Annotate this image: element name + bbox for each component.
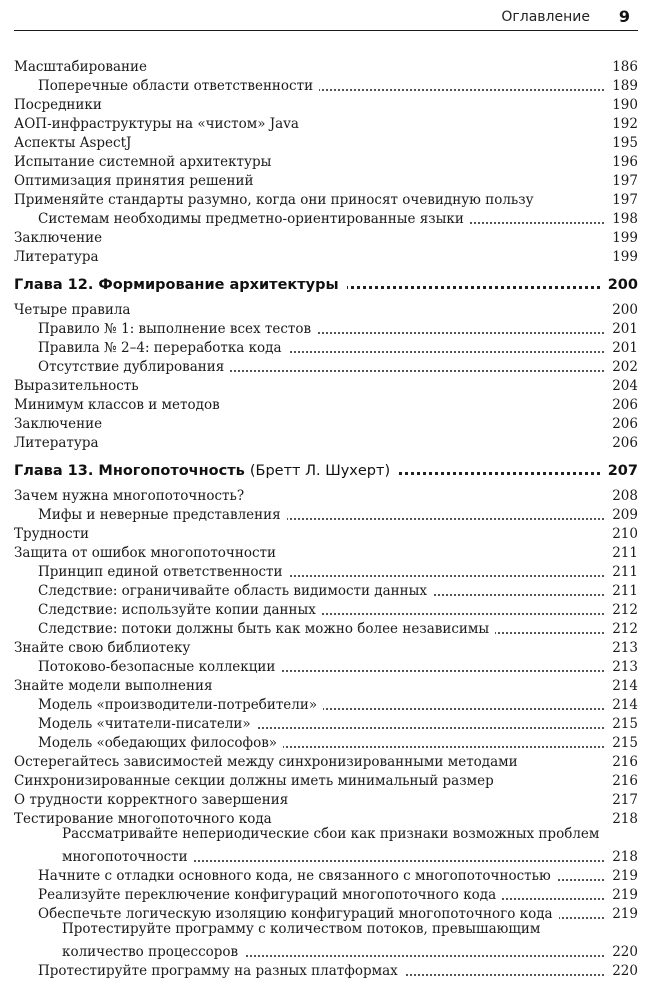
toc-entry-page: 216 <box>606 754 638 770</box>
toc-entry[interactable] <box>14 115 638 133</box>
toc-entry-page: 215 <box>606 716 638 732</box>
toc-entry-title: Следствие: потоки должны быть как можно более независимы <box>38 621 495 637</box>
toc-entry-page: 196 <box>606 154 638 170</box>
toc-entry-title: О трудности корректного завершения <box>14 792 294 808</box>
toc-entry-title: Системам необходимы предметно-ориентированные языки <box>38 211 470 227</box>
toc-subentry[interactable] <box>14 320 638 338</box>
chapter-page: 200 <box>602 277 638 293</box>
toc-entry-title: Масштабирование <box>14 59 153 75</box>
toc-subentry[interactable] <box>14 506 638 524</box>
toc-entry-title: Следствие: используйте копии данных <box>38 602 322 618</box>
toc-subentry[interactable] <box>14 943 638 961</box>
toc-entry-page: 206 <box>606 435 638 451</box>
toc-entry-title: Заключение <box>14 416 108 432</box>
toc-entry-title: Модель «производители-потребители» <box>38 697 323 713</box>
toc-entry-title: Правила № 2–4: переработка кода <box>38 340 288 356</box>
toc-entry[interactable] <box>14 639 638 657</box>
toc-entry[interactable] <box>14 229 638 247</box>
toc-entry-page: 197 <box>606 173 638 189</box>
toc-subentry[interactable] <box>14 962 638 980</box>
toc-entry-page: 216 <box>606 773 638 789</box>
toc-entry-title: АОП-инфраструктуры на «чистом» Java <box>14 116 305 132</box>
toc-entry-page: 220 <box>606 963 638 979</box>
toc-entry-title: Оптимизация принятия решений <box>14 173 260 189</box>
toc-entry-page: 192 <box>606 116 638 132</box>
toc-subentry[interactable] <box>14 848 638 866</box>
toc-entry-title: Тестирование многопоточного кода <box>14 811 278 827</box>
toc-entry[interactable] <box>14 525 638 543</box>
toc-entry-page: 201 <box>606 340 638 356</box>
toc-entry-page: 209 <box>606 507 638 523</box>
toc-entry-page: 200 <box>606 302 638 318</box>
toc-subentry[interactable] <box>14 339 638 357</box>
toc-entry-title: Следствие: ограничивайте область видимости данных <box>38 583 433 599</box>
toc-subentry[interactable] <box>14 77 638 95</box>
toc-subentry[interactable] <box>14 734 638 752</box>
running-header-page-number: 9 <box>618 7 630 26</box>
toc-entry[interactable] <box>14 396 638 414</box>
toc-entry[interactable] <box>14 677 638 695</box>
toc-subentry[interactable] <box>14 563 638 581</box>
toc-subentry[interactable] <box>14 601 638 619</box>
chapter-title-text: Глава 13. Многопоточность <box>14 463 245 479</box>
toc-entry[interactable] <box>14 753 638 771</box>
toc-entry-title: Остерегайтесь зависимостей между синхронизированными методами <box>14 754 524 770</box>
toc-entry[interactable] <box>14 377 638 395</box>
toc-entry[interactable] <box>14 96 638 114</box>
toc-entry-page: 214 <box>606 678 638 694</box>
toc-subentry[interactable] <box>14 658 638 676</box>
toc-entry-title: многопоточности <box>62 849 194 865</box>
chapter-title <box>14 463 398 479</box>
toc-chapter-13[interactable] <box>14 460 638 480</box>
toc-entry-title: Испытание системной архитектуры <box>14 154 277 170</box>
toc-subentry[interactable] <box>14 715 638 733</box>
toc-subentry-line1: Протестируйте программу с количеством потоков, превышающим <box>62 921 541 937</box>
toc-entry-page: 189 <box>606 78 638 94</box>
toc-entry-page: 214 <box>606 697 638 713</box>
toc-entry-title: Литература <box>14 435 105 451</box>
toc-entry[interactable] <box>14 172 638 190</box>
toc-entry-page: 199 <box>606 230 638 246</box>
toc-subentry[interactable] <box>14 358 638 376</box>
running-header <box>14 6 638 31</box>
toc-entry-page: 201 <box>606 321 638 337</box>
toc-entry-title: Начните с отладки основного кода, не связанного с многопоточностью <box>38 868 557 884</box>
toc-entry-page: 199 <box>606 249 638 265</box>
toc-entry-page: 219 <box>606 868 638 884</box>
toc-entry-title: Защита от ошибок многопоточности <box>14 545 282 561</box>
toc-entry[interactable] <box>14 58 638 76</box>
toc-entry-page: 206 <box>606 416 638 432</box>
toc-entry-page: 213 <box>606 659 638 675</box>
toc-entry[interactable] <box>14 434 638 452</box>
toc-entry-page: 219 <box>606 906 638 922</box>
toc-subentry[interactable] <box>14 867 638 885</box>
chapter-page: 207 <box>602 463 638 479</box>
toc-entry[interactable] <box>14 772 638 790</box>
toc-entry-title: Посредники <box>14 97 108 113</box>
toc-entry-title: Знайте свою библиотеку <box>14 640 196 656</box>
toc-entry[interactable] <box>14 487 638 505</box>
toc-entry-page: 197 <box>606 192 638 208</box>
toc-subentry[interactable] <box>14 620 638 638</box>
toc-entry-page: 219 <box>606 887 638 903</box>
chapter-author: (Бретт Л. Шухерт) <box>249 463 391 479</box>
toc-entry[interactable] <box>14 301 638 319</box>
toc-entry-page: 211 <box>606 545 638 561</box>
toc-entry[interactable] <box>14 191 638 209</box>
toc-entry[interactable] <box>14 153 638 171</box>
toc-entry-title: Обеспечьте логическую изоляцию конфигураций многопоточного кода <box>38 906 559 922</box>
toc-entry-title: Поперечные области ответственности <box>38 78 319 94</box>
toc-entry-title: Применяйте стандарты разумно, когда они приносят очевидную пользу <box>14 192 540 208</box>
toc-entry[interactable] <box>14 134 638 152</box>
toc-subentry[interactable] <box>14 582 638 600</box>
toc-entry-title: Модель «обедающих философов» <box>38 735 283 751</box>
toc-entry-page: 195 <box>606 135 638 151</box>
toc-entry-title: Литература <box>14 249 105 265</box>
toc-entry-page: 213 <box>606 640 638 656</box>
toc-subentry[interactable] <box>14 696 638 714</box>
toc-entry-page: 218 <box>606 849 638 865</box>
toc-entry-page: 204 <box>606 378 638 394</box>
toc-entry[interactable] <box>14 544 638 562</box>
toc-entry-page: 206 <box>606 397 638 413</box>
toc-entry-title: Реализуйте переключение конфигураций многопоточного кода <box>38 887 502 903</box>
toc-entry-page: 217 <box>606 792 638 808</box>
toc-entry-page: 208 <box>606 488 638 504</box>
toc-entry-title: Знайте модели выполнения <box>14 678 219 694</box>
toc-subentry[interactable] <box>14 210 638 228</box>
toc-entry-page: 186 <box>606 59 638 75</box>
toc-entry-title: Правило № 1: выполнение всех тестов <box>38 321 317 337</box>
toc-entry-page: 220 <box>606 944 638 960</box>
running-header-title: Оглавление <box>501 9 590 25</box>
toc-entry-page: 198 <box>606 211 638 227</box>
toc-entry-title: Зачем нужна многопоточность? <box>14 488 250 504</box>
toc-entry[interactable] <box>14 791 638 809</box>
toc-entry-page: 190 <box>606 97 638 113</box>
toc-entry-title: Потоково-безопасные коллекции <box>38 659 281 675</box>
toc-entry-title: Протестируйте программу на разных платформах <box>38 963 404 979</box>
toc-subentry[interactable] <box>14 886 638 904</box>
toc-entry-title: Заключение <box>14 230 108 246</box>
toc-entry[interactable] <box>14 415 638 433</box>
toc-entry[interactable] <box>14 248 638 266</box>
toc-entry-page: 211 <box>606 564 638 580</box>
toc-entry-page: 212 <box>606 602 638 618</box>
toc-chapter-12[interactable] <box>14 274 638 294</box>
toc-subentry-line1: Рассматривайте непериодические сбои как признаки возможных проблем <box>62 826 600 842</box>
toc-entry-title: Принцип единой ответственности <box>38 564 289 580</box>
toc-entry-page: 211 <box>606 583 638 599</box>
toc-entry-page: 212 <box>606 621 638 637</box>
toc-entry-title: Модель «читатели-писатели» <box>38 716 257 732</box>
toc-entry-page: 210 <box>606 526 638 542</box>
toc-entry-page: 218 <box>606 811 638 827</box>
toc-entry-page: 215 <box>606 735 638 751</box>
toc-entry-title: Аспекты AspectJ <box>14 135 137 151</box>
toc-entry-title: Синхронизированные секции должны иметь минимальный размер <box>14 773 500 789</box>
toc-entry-title: Выразительность <box>14 378 145 394</box>
toc-entry-title: количество процессоров <box>62 944 244 960</box>
toc-entry-title: Трудности <box>14 526 95 542</box>
toc-entry-title: Отсутствие дублирования <box>38 359 230 375</box>
toc-entry-title: Мифы и неверные представления <box>38 507 287 523</box>
toc-entry-page: 202 <box>606 359 638 375</box>
toc-entry-title: Четыре правила <box>14 302 136 318</box>
chapter-title: Глава 12. Формирование архитектуры <box>14 277 347 293</box>
toc-entry-title: Минимум классов и методов <box>14 397 226 413</box>
